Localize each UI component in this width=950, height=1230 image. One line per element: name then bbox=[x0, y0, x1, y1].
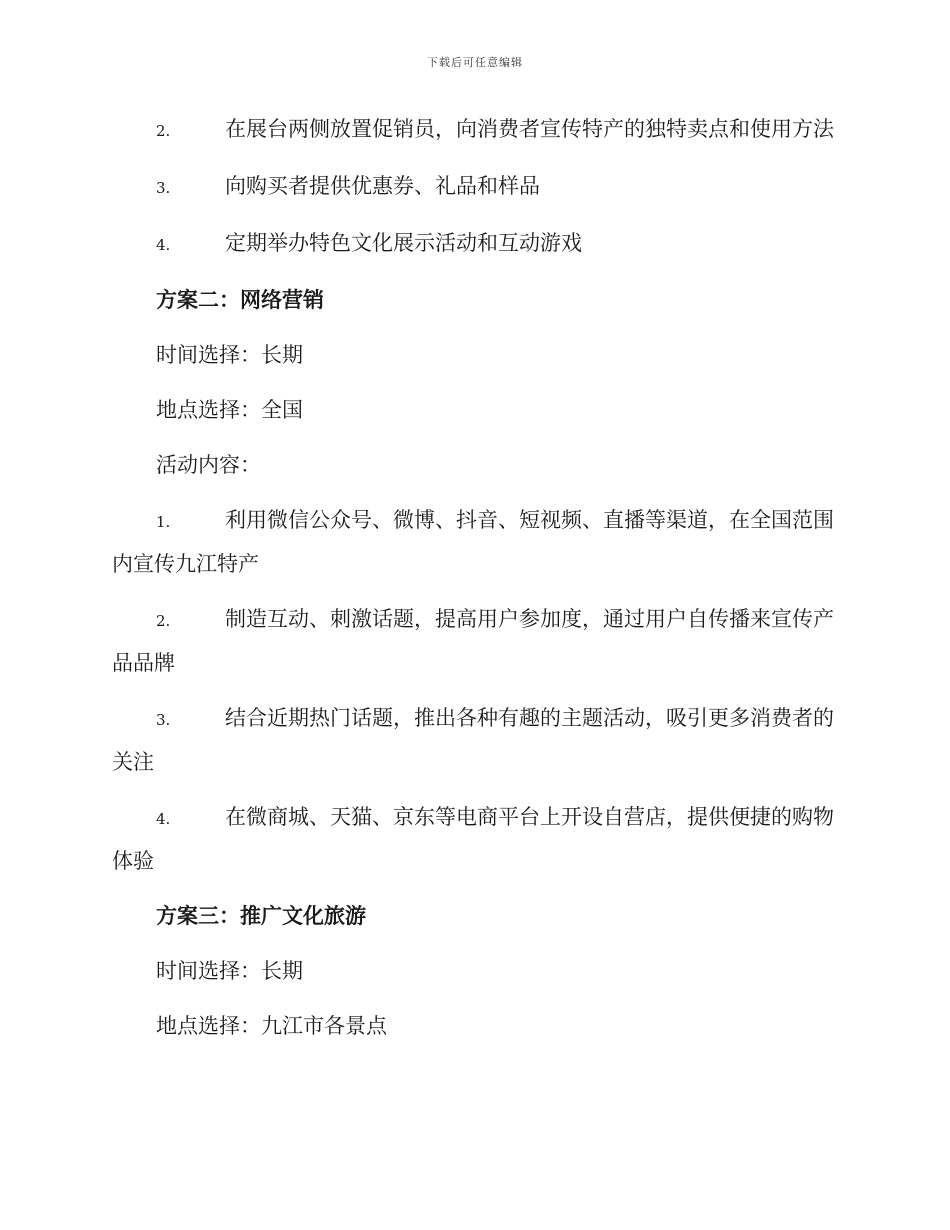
list-item-number: 4. bbox=[156, 236, 171, 254]
list-item bbox=[112, 108, 834, 152]
list-item bbox=[112, 499, 834, 585]
paragraph: 地点选择：九江市各景点 bbox=[156, 1014, 387, 1038]
list-item-text: 在展台两侧放置促销员，向消费者宣传特产的独特卖点和使用方法 bbox=[225, 117, 834, 141]
list-item bbox=[112, 796, 834, 882]
list-item bbox=[112, 165, 834, 209]
paragraph: 时间选择：长期 bbox=[156, 343, 303, 367]
list-item-text: 定期举办特色文化展示活动和互动游戏 bbox=[225, 231, 582, 255]
list-item-number: 2. bbox=[156, 612, 171, 630]
list-item-number: 2. bbox=[156, 122, 171, 140]
paragraph: 时间选择：长期 bbox=[156, 959, 303, 983]
document-body bbox=[112, 108, 834, 1060]
section-heading: 方案二：网络营销 bbox=[156, 287, 324, 312]
list-item-text: 向购买者提供优惠券、礼品和样品 bbox=[225, 174, 540, 198]
list-item-text: 在微商城、天猫、京东等电商平台上开设自营店，提供便捷的购物体验 bbox=[112, 805, 834, 873]
paragraph: 地点选择：全国 bbox=[156, 398, 303, 422]
page-header: 下载后可任意编辑 bbox=[427, 56, 523, 69]
list-item-text: 结合近期热门话题，推出各种有趣的主题活动，吸引更多消费者的关注 bbox=[112, 706, 834, 774]
list-item-text: 利用微信公众号、微博、抖音、短视频、直播等渠道，在全国范围内宣传九江特产 bbox=[112, 508, 834, 576]
list-item-number: 3. bbox=[156, 711, 171, 729]
section-heading: 方案三：推广文化旅游 bbox=[156, 903, 366, 928]
list-item-number: 4. bbox=[156, 810, 171, 828]
paragraph: 活动内容： bbox=[156, 453, 261, 477]
list-item bbox=[112, 598, 834, 684]
list-item bbox=[112, 222, 834, 266]
list-item-number: 3. bbox=[156, 179, 171, 197]
list-item-number: 1. bbox=[156, 513, 171, 531]
list-item bbox=[112, 697, 834, 783]
list-item-text: 制造互动、刺激话题，提高用户参加度，通过用户自传播来宣传产品品牌 bbox=[112, 607, 834, 675]
